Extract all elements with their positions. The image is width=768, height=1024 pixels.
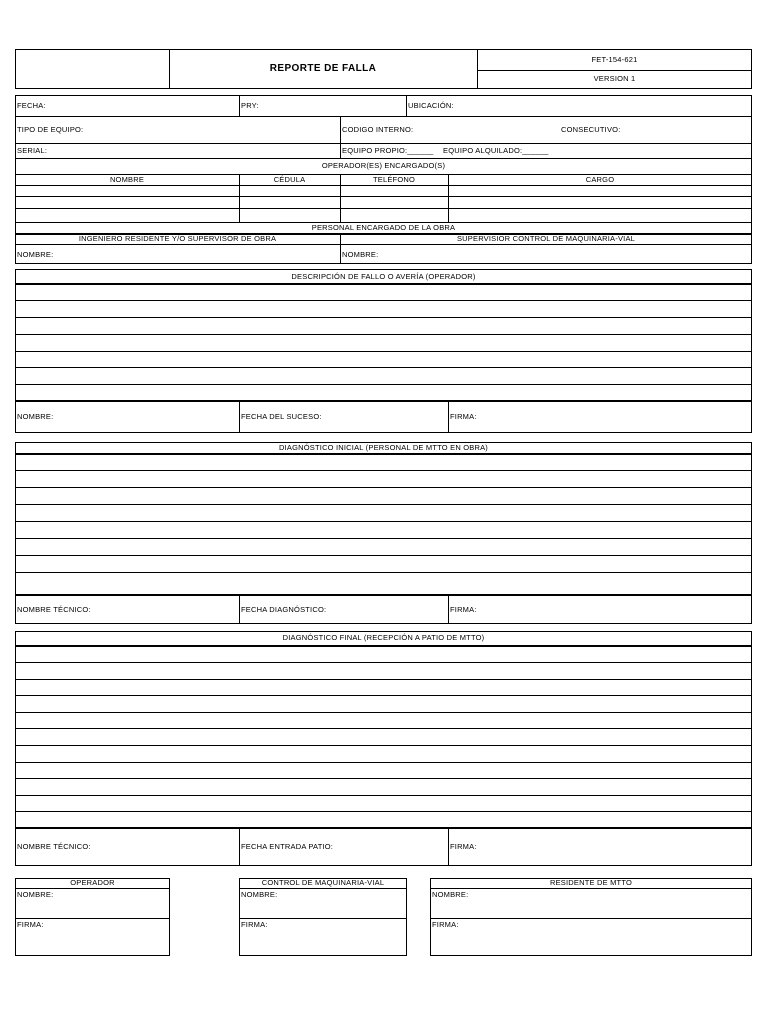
col-line <box>239 595 240 624</box>
firma-control-title: CONTROL DE MAQUINARIA-VIAL <box>261 878 385 887</box>
row-line <box>15 679 752 680</box>
personal-obra-title: PERSONAL ENCARGADO DE LA OBRA <box>311 223 456 232</box>
form-title: REPORTE DE FALLA <box>269 63 377 74</box>
firma-residente-firma: FIRMA: <box>432 920 459 929</box>
col-line <box>239 95 240 116</box>
row-line <box>15 521 752 522</box>
row-line <box>15 538 752 539</box>
ingeniero-nombre: NOMBRE: <box>17 250 54 259</box>
fecha-label: FECHA: <box>17 101 46 110</box>
firma-residente-nombre: NOMBRE: <box>432 890 469 899</box>
firma-operador-nombre: NOMBRE: <box>17 890 54 899</box>
codigo-interno-label: CODIGO INTERNO: <box>342 125 414 134</box>
col-nombre: NOMBRE <box>109 175 145 184</box>
row-line <box>15 645 752 647</box>
diag-final-nombre: NOMBRE TÉCNICO: <box>17 842 91 851</box>
row-line <box>15 196 752 197</box>
pry-label: PRY: <box>241 101 259 110</box>
row-line <box>15 317 752 318</box>
row-line <box>430 888 752 889</box>
row-line <box>15 594 752 596</box>
col-cargo: CARGO <box>585 175 615 184</box>
row-line <box>15 244 752 245</box>
row-line <box>15 208 752 209</box>
diag-inicial-title: DIAGNÓSTICO INICIAL (PERSONAL DE MTTO EN OBRA) <box>279 443 488 452</box>
firma-residente-title: RESIDENTE DE MTTO <box>549 878 633 887</box>
col-telefono: TELÉFONO <box>372 175 416 184</box>
row-line <box>15 300 752 301</box>
row-line <box>15 888 170 889</box>
consecutivo-label: CONSECUTIVO: <box>561 125 621 134</box>
descripcion-fecha: FECHA DEL SUCESO: <box>241 412 322 421</box>
supervisor-header: SUPERVISIOR CONTROL DE MAQUINARIA-VIAL <box>456 234 636 243</box>
row-line <box>15 778 752 779</box>
firma-control-nombre: NOMBRE: <box>241 890 278 899</box>
diag-final-block <box>15 631 752 866</box>
descripcion-nombre: NOMBRE: <box>17 412 54 421</box>
form-code: FET-154-621 <box>591 55 638 64</box>
diag-final-firma: FIRMA: <box>450 842 477 851</box>
row-line <box>15 827 752 829</box>
row-line <box>15 728 752 729</box>
row-line <box>239 918 407 919</box>
serial-label: SERIAL: <box>17 146 48 155</box>
firma-operador-firma: FIRMA: <box>17 920 44 929</box>
col-line <box>239 401 240 433</box>
row-line <box>15 116 752 117</box>
diag-inicial-fecha: FECHA DIAGNÓSTICO: <box>241 605 327 614</box>
diag-inicial-firma: FIRMA: <box>450 605 477 614</box>
row-line <box>15 504 752 505</box>
row-line <box>15 283 752 285</box>
row-line <box>15 384 752 385</box>
row-line <box>15 143 752 144</box>
row-line <box>15 918 170 919</box>
row-line <box>15 762 752 763</box>
col-line <box>340 116 341 158</box>
row-line <box>239 888 407 889</box>
row-line <box>15 158 752 159</box>
firma-residente-box <box>430 878 752 956</box>
ubicacion-label: UBICACIÓN: <box>408 101 454 110</box>
supervisor-nombre: NOMBRE: <box>342 250 379 259</box>
row-line <box>15 795 752 796</box>
row-line <box>15 367 752 368</box>
row-line <box>15 712 752 713</box>
equipo-propio-label: EQUIPO PROPIO:______ <box>342 146 434 155</box>
row-line <box>15 453 752 455</box>
row-line <box>15 811 752 812</box>
row-line <box>15 400 752 402</box>
header-divider-version <box>477 70 752 71</box>
operadores-title: OPERADOR(ES) ENCARGADO(S) <box>321 161 446 170</box>
form-version: VERSION 1 <box>593 74 636 83</box>
firma-control-firma: FIRMA: <box>241 920 268 929</box>
row-line <box>15 695 752 696</box>
descripcion-title: DESCRIPCIÓN DE FALLO O AVERÍA (OPERADOR) <box>291 272 476 281</box>
col-cedula: CÉDULA <box>273 175 306 184</box>
row-line <box>15 662 752 663</box>
row-line <box>15 185 752 186</box>
equipo-alquilado-label: EQUIPO ALQUILADO:______ <box>443 146 549 155</box>
ingeniero-header: INGENIERO RESIDENTE Y/O SUPERVISOR DE OBRA <box>78 234 277 243</box>
col-line <box>239 828 240 866</box>
descripcion-firma: FIRMA: <box>450 412 477 421</box>
row-line <box>430 918 752 919</box>
col-line <box>406 95 407 116</box>
row-line <box>15 470 752 471</box>
row-line <box>15 351 752 352</box>
diag-inicial-nombre: NOMBRE TÉCNICO: <box>17 605 91 614</box>
row-line <box>15 745 752 746</box>
col-line <box>448 828 449 866</box>
tipo-equipo-label: TIPO DE EQUIPO: <box>17 125 84 134</box>
diag-final-fecha: FECHA ENTRADA PATIO: <box>241 842 334 851</box>
row-line <box>15 555 752 556</box>
firma-operador-title: OPERADOR <box>70 878 115 887</box>
diag-final-title: DIAGNÓSTICO FINAL (RECEPCIÓN A PATIO DE MTTO) <box>282 633 485 642</box>
row-line <box>15 572 752 573</box>
row-line <box>15 487 752 488</box>
col-line <box>448 401 449 433</box>
row-line <box>15 334 752 335</box>
col-line <box>448 595 449 624</box>
